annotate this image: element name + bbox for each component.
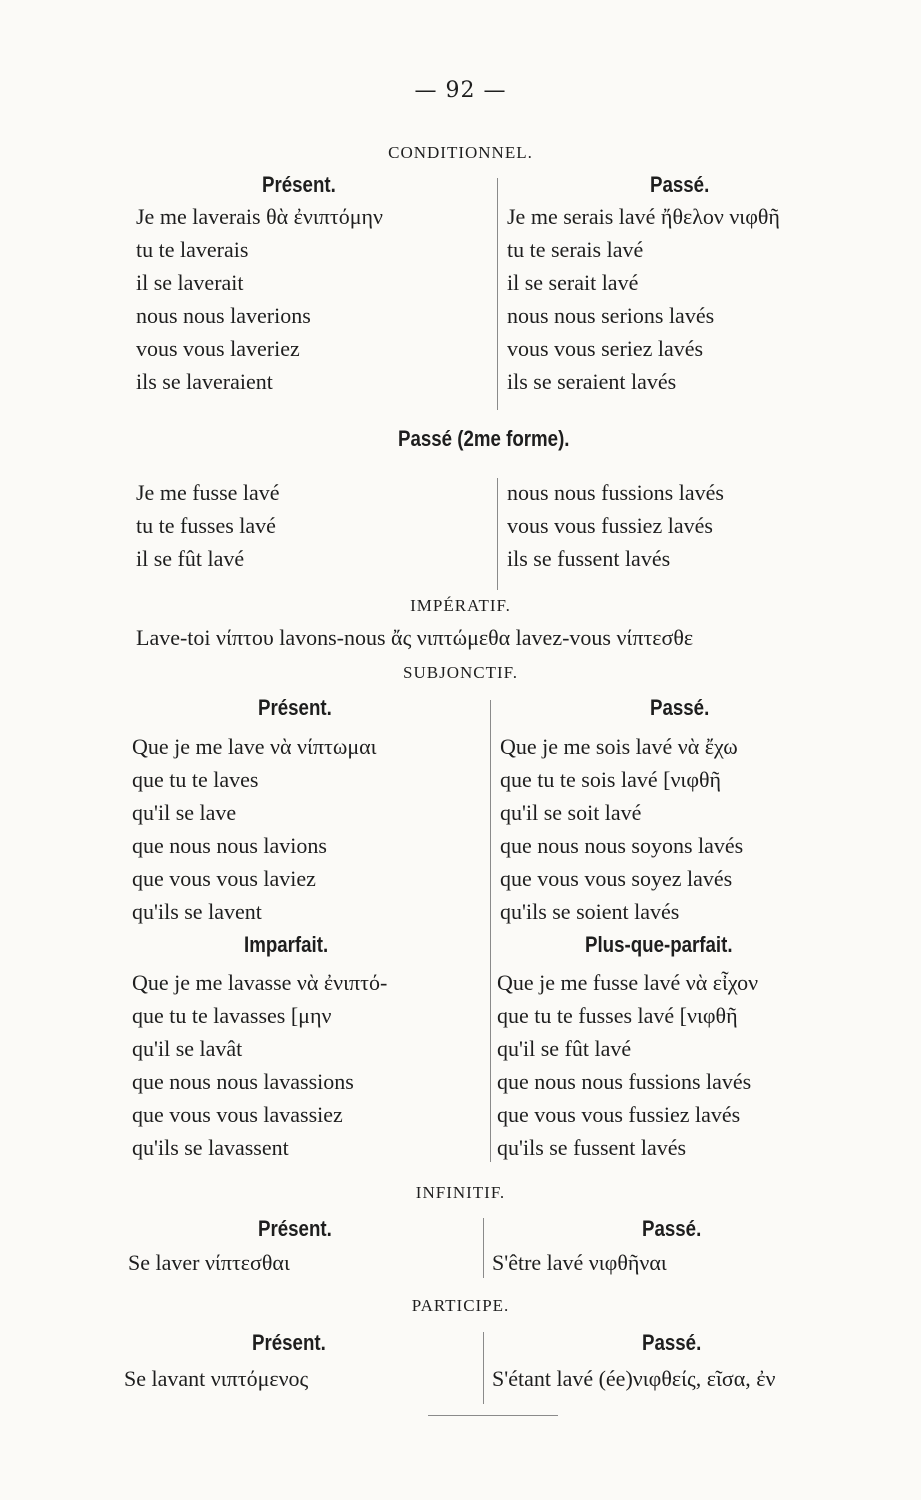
- list-item: que vous vous laviez: [132, 866, 316, 891]
- column-divider: [483, 1332, 484, 1404]
- list-item: qu'ils se fussent lavés: [497, 1135, 687, 1160]
- list-item: Je me fusse lavé: [136, 480, 280, 505]
- list-item: Je me laverais θὰ ἐνιπτόμην: [136, 204, 383, 229]
- list-item: Je me serais lavé ἤθελον νιφθῆ: [507, 204, 780, 229]
- list-item: vous vous seriez lavés: [507, 336, 704, 361]
- list-item: que nous nous lavassions: [132, 1069, 354, 1094]
- section-title-participe: PARTICIPE.: [411, 1296, 510, 1315]
- heading-present: Présent.: [262, 172, 336, 197]
- heading-present: Présent.: [252, 1330, 326, 1355]
- list-item: que vous vous fussiez lavés: [497, 1102, 741, 1127]
- list-item: tu te serais lavé: [507, 237, 644, 262]
- heading-passe: Passé.: [642, 1330, 702, 1355]
- list-item: Que je me lavasse νὰ ἐνιπτό-: [132, 970, 388, 995]
- infinitif-present: Se laver νίπτεσθαι: [128, 1250, 290, 1275]
- column-divider: [483, 1218, 484, 1278]
- subjonctif-present-list: [132, 730, 377, 928]
- list-item: que nous nous soyons lavés: [500, 833, 744, 858]
- section-title-imperatif: IMPÉRATIF.: [410, 596, 511, 615]
- list-item: Que je me fusse lavé νὰ εἶχον: [497, 970, 759, 995]
- list-item: nous nous laverions: [136, 303, 311, 328]
- list-item: qu'il se fût lavé: [497, 1036, 632, 1061]
- heading-passe: Passé.: [642, 1216, 702, 1241]
- list-item: Que je me sois lavé νὰ ἔχω: [500, 734, 738, 759]
- list-item: que tu te laves: [132, 767, 259, 792]
- page-number: — 92 —: [414, 78, 507, 103]
- list-item: qu'ils se lavent: [132, 899, 262, 924]
- list-item: qu'ils se soient lavés: [500, 899, 680, 924]
- list-item: tu te fusses lavé: [136, 513, 276, 538]
- heading-passe: Passé.: [650, 695, 710, 720]
- list-item: il se laverait: [136, 270, 244, 295]
- list-item: que tu te lavasses [μην: [132, 1003, 332, 1028]
- heading-present: Présent.: [258, 1216, 332, 1241]
- column-divider: [497, 178, 498, 410]
- conditionnel-passe-list: [507, 200, 780, 398]
- section-title-conditionnel: CONDITIONNEL.: [388, 143, 533, 162]
- list-item: que vous vous lavassiez: [132, 1102, 343, 1127]
- list-item: ils se seraient lavés: [507, 369, 677, 394]
- list-item: que tu te sois lavé [νιφθῆ: [500, 767, 722, 792]
- participe-present: Se lavant νιπτόμενος: [124, 1366, 309, 1391]
- list-item: ils se fussent lavés: [507, 546, 671, 571]
- section-title-infinitif: INFINITIF.: [415, 1183, 506, 1202]
- list-item: qu'il se lave: [132, 800, 237, 825]
- list-item: nous nous fussions lavés: [507, 480, 724, 505]
- subjonctif-imparfait-list: [132, 966, 387, 1164]
- list-item: que vous vous soyez lavés: [500, 866, 733, 891]
- conditionnel-present-list: [136, 200, 383, 398]
- infinitif-passe: S'être lavé νιφθῆναι: [492, 1250, 667, 1275]
- heading-passe-2me-forme: Passé (2me forme).: [398, 426, 570, 451]
- list-item: que nous nous fussions lavés: [497, 1069, 752, 1094]
- column-divider: [497, 478, 498, 590]
- subjonctif-passe-list: [500, 730, 743, 928]
- list-item: qu'il se lavât: [132, 1036, 243, 1061]
- list-item: nous nous serions lavés: [507, 303, 715, 328]
- list-item: il se fût lavé: [136, 546, 245, 571]
- imperatif-line: Lave-toi νίπτου lavons-nous ἄς νιπτώμεθα lavez-vous νίπτεσθε: [136, 625, 694, 650]
- list-item: Que je me lave νὰ νίπτωμαι: [132, 734, 377, 759]
- list-item: ils se laveraient: [136, 369, 273, 394]
- list-item: vous vous laveriez: [136, 336, 300, 361]
- list-item: qu'il se soit lavé: [500, 800, 642, 825]
- section-title-subjonctif: SUBJONCTIF.: [403, 663, 518, 682]
- list-item: qu'ils se lavassent: [132, 1135, 289, 1160]
- list-item: vous vous fussiez lavés: [507, 513, 713, 538]
- column-divider: [490, 700, 491, 1162]
- list-item: tu te laverais: [136, 237, 249, 262]
- list-item: il se serait lavé: [507, 270, 639, 295]
- list-item: que tu te fusses lavé [νιφθῆ: [497, 1003, 738, 1028]
- heading-passe: Passé.: [650, 172, 710, 197]
- forme2-right-list: [507, 476, 724, 575]
- list-item: que nous nous lavions: [132, 833, 327, 858]
- heading-plus-que-parfait: Plus-que-parfait.: [585, 932, 733, 957]
- subjonctif-pqp-list: [497, 966, 758, 1164]
- participe-passe: S'étant lavé (ée)νιφθείς, εῖσα, ἐν: [492, 1366, 776, 1391]
- closing-rule: [428, 1415, 558, 1416]
- heading-imparfait: Imparfait.: [244, 932, 329, 957]
- heading-present: Présent.: [258, 695, 332, 720]
- forme2-left-list: [136, 476, 280, 575]
